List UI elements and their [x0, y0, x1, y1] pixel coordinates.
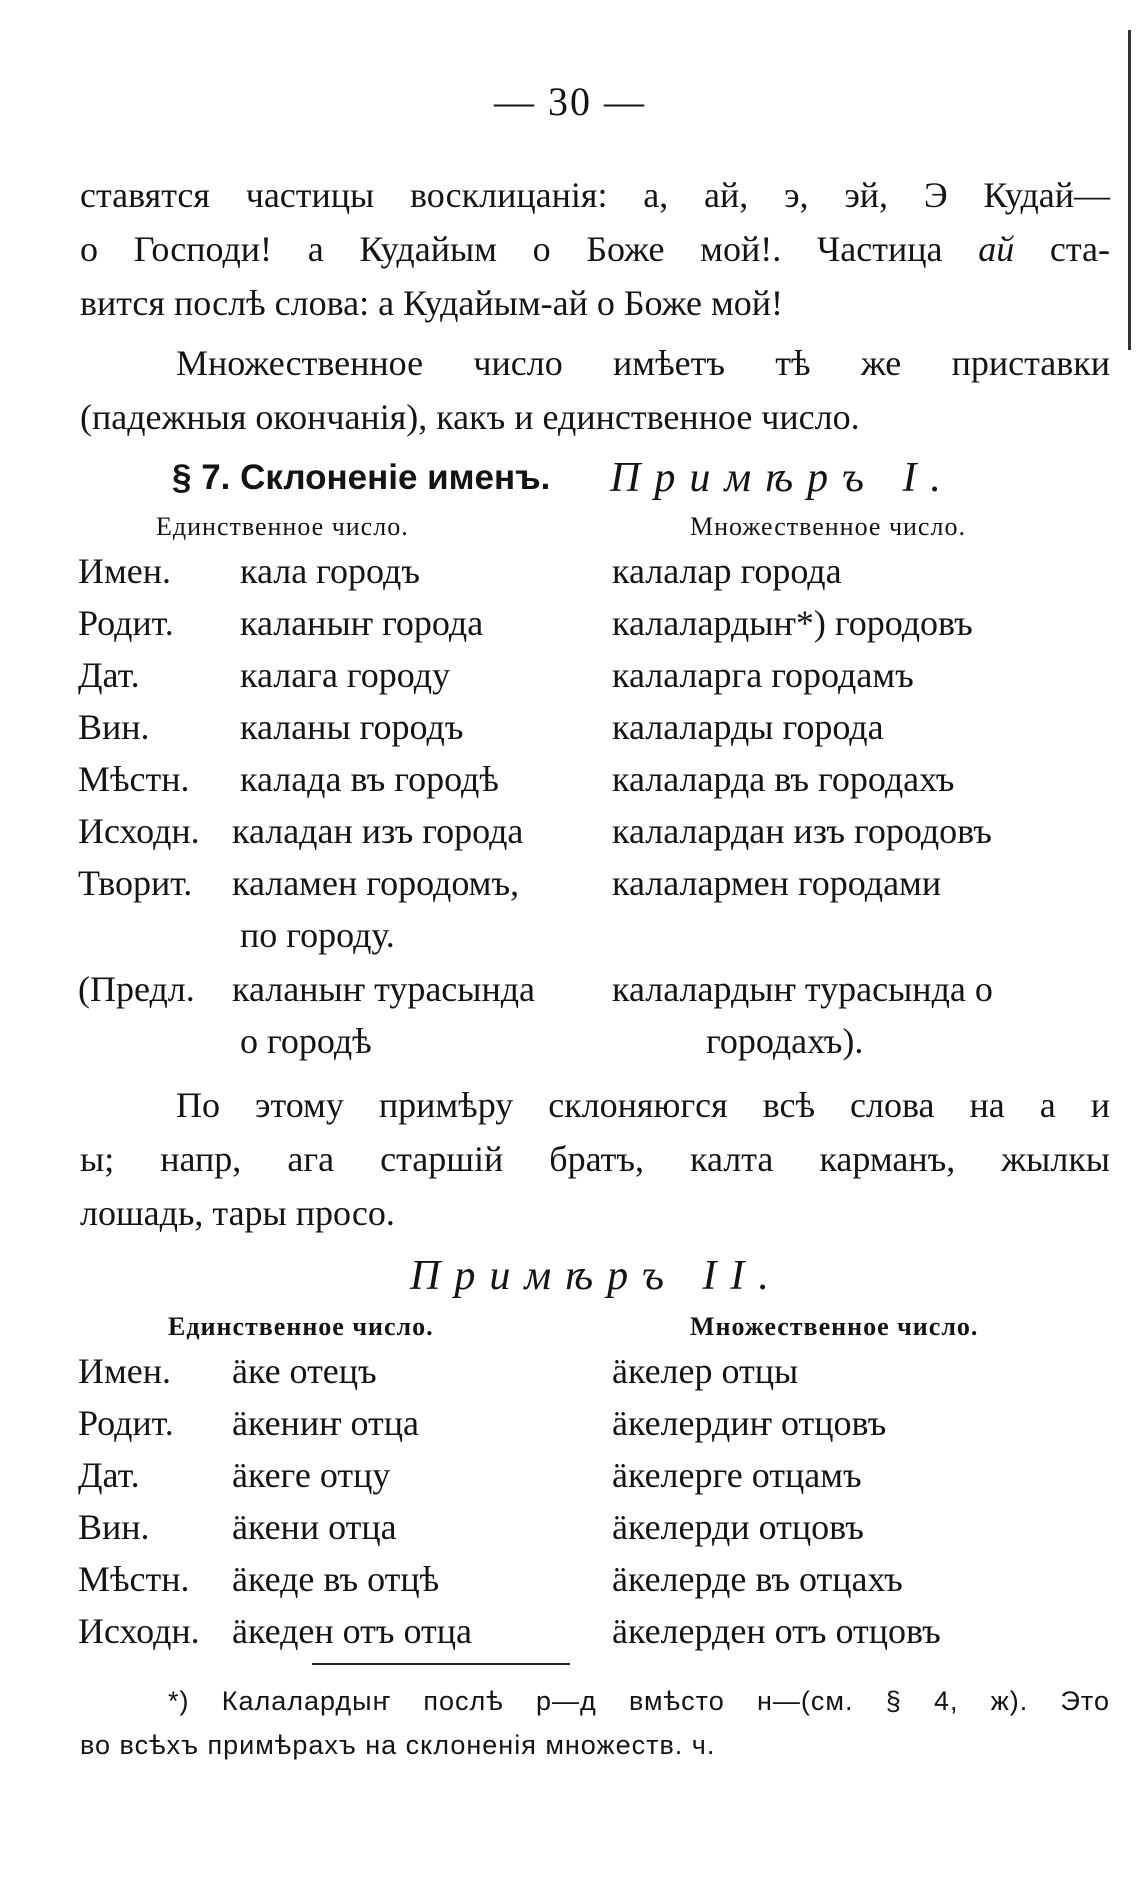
- singular-form: äкениҥ отца: [232, 1403, 420, 1443]
- singular-form: äке отецъ: [232, 1351, 377, 1391]
- singular-form: каладан изъ города: [232, 811, 524, 851]
- intro-line-2-end: ста-: [1014, 229, 1110, 269]
- note-line-2: ы; напр, ага старшій братъ, калта карманъ, жылкы: [80, 1139, 1110, 1179]
- plural-form: калалардыҥ*) городовъ: [612, 603, 973, 643]
- intro-line-5: (падежныя окончанія), какъ и единственное число.: [80, 397, 860, 437]
- table-row: [0, 550, 1140, 602]
- section-title: § 7. Склоненіе именъ.: [172, 458, 551, 497]
- singular-form: каланыҥ города: [240, 603, 484, 643]
- footnote-line-2: во всѣхъ примѣрахъ на склоненія множеств. ч.: [80, 1730, 716, 1760]
- plural-form-continuation: городахъ).: [706, 1021, 864, 1061]
- example-1-head-singular: Единственное число.: [156, 512, 409, 541]
- table-row: [0, 1506, 1140, 1558]
- plural-form: калалар города: [612, 551, 842, 591]
- example-2-title: Примѣръ II.: [410, 1253, 783, 1299]
- footnote-line-1: *) Калалардыҥ послѣ р—д вмѣсто н—(см. § 4, ж). Это: [168, 1686, 1110, 1716]
- plural-form: äкелердиҥ отцовъ: [612, 1403, 887, 1443]
- plural-form: äкелерден отъ отцовъ: [612, 1611, 941, 1651]
- table-row: [0, 862, 1140, 914]
- table-row-continuation: [0, 1020, 1140, 1072]
- singular-form: каланыҥ турасында: [232, 969, 536, 1009]
- table-row: [0, 758, 1140, 810]
- case-label: (Предл.: [78, 969, 195, 1009]
- table-row-continuation: [0, 914, 1140, 966]
- note-line-3: лошадь, тары просо.: [80, 1193, 395, 1233]
- intro-line-1: ставятся частицы восклицанія: а, ай, э, эй, Э Кудай—: [80, 175, 1110, 215]
- singular-form: äкеден отъ отца: [232, 1611, 473, 1651]
- case-label: Вин.: [78, 1507, 150, 1547]
- table-row: [0, 1558, 1140, 1610]
- singular-form: äкеге отцу: [232, 1455, 391, 1495]
- table-row: [0, 706, 1140, 758]
- table-row: [0, 1350, 1140, 1402]
- singular-form: калада въ городѣ: [240, 759, 499, 799]
- table-row-prepositional: [0, 968, 1140, 1020]
- case-label: Мѣстн.: [78, 1559, 190, 1599]
- table-row: [0, 654, 1140, 706]
- case-label: Имен.: [78, 551, 172, 591]
- table-row: [0, 602, 1140, 654]
- plural-form: калаларга городамъ: [612, 655, 914, 695]
- intro-line-2: [80, 222, 1110, 276]
- example-2-head-plural: Множественное число.: [690, 1312, 979, 1341]
- plural-form: калалармен городами: [612, 863, 942, 903]
- singular-form-continuation: по городу.: [240, 915, 395, 955]
- singular-form-continuation: о городѣ: [240, 1021, 372, 1061]
- intro-line-2-text: о Господи! а Кудайым о Боже мой!. Частица: [80, 229, 979, 269]
- singular-form: калага городу: [240, 655, 451, 695]
- plural-form: калаларды города: [612, 707, 884, 747]
- page-number: — 30 —: [494, 79, 646, 124]
- case-label: Родит.: [78, 603, 174, 643]
- singular-form: äкеде въ отцѣ: [232, 1559, 440, 1599]
- singular-form: äкени отца: [232, 1507, 397, 1547]
- plural-form: калаларда въ городахъ: [612, 759, 955, 799]
- case-label: Мѣстн.: [78, 759, 190, 799]
- table-row: [0, 810, 1140, 862]
- footnote-rule: [312, 1663, 570, 1665]
- plural-form: äкелерге отцамъ: [612, 1455, 862, 1495]
- particle-ai: ай: [978, 229, 1015, 269]
- case-label: Исходн.: [78, 811, 200, 851]
- plural-form: калалардыҥ турасында о: [612, 969, 993, 1009]
- plural-form: äкелер отцы: [612, 1351, 799, 1391]
- singular-form: каламен городомъ,: [232, 863, 520, 903]
- example-1-title: Примѣръ I.: [610, 455, 955, 501]
- case-label: Творит.: [78, 863, 193, 903]
- table-row: [0, 1402, 1140, 1454]
- case-label: Исходн.: [78, 1611, 200, 1651]
- singular-form: кала городъ: [240, 551, 420, 591]
- singular-form: каланы городъ: [240, 707, 464, 747]
- plural-form: калалардан изъ городовъ: [612, 811, 992, 851]
- example-1-head-plural: Множественное число.: [690, 512, 966, 541]
- case-label: Имен.: [78, 1351, 172, 1391]
- intro-line-3: вится послѣ слова: а Кудайым-ай о Боже мой!: [80, 283, 784, 323]
- intro-line-4: Множественное число имѣетъ тѣ же приставки: [176, 343, 1110, 383]
- case-label: Дат.: [78, 655, 140, 695]
- case-label: Дат.: [78, 1455, 140, 1495]
- case-label: Родит.: [78, 1403, 174, 1443]
- table-row: [0, 1454, 1140, 1506]
- note-line-1: По этому примѣру склоняюгся всѣ слова на а и: [176, 1085, 1110, 1125]
- table-row: [0, 1610, 1140, 1662]
- plural-form: äкелерде въ отцахъ: [612, 1559, 903, 1599]
- example-2-head-singular: Единственное число.: [168, 1312, 434, 1341]
- plural-form: äкелерди отцовъ: [612, 1507, 864, 1547]
- case-label: Вин.: [78, 707, 150, 747]
